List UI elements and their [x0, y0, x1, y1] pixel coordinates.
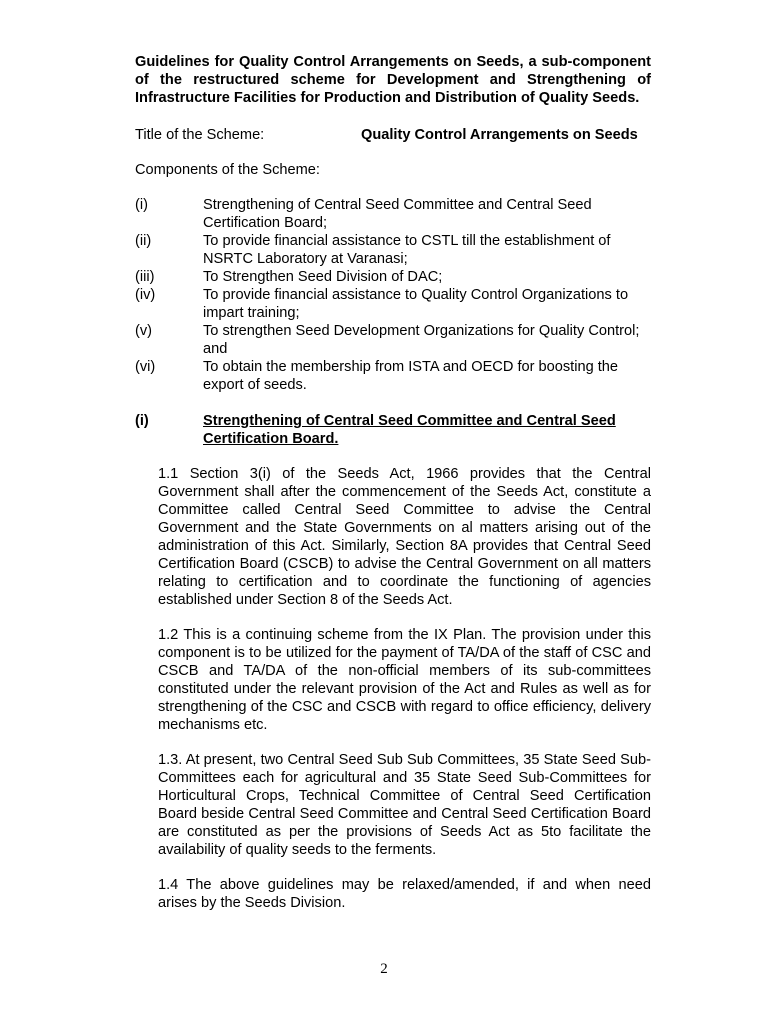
- paragraph: 1.2 This is a continuing scheme from the IX Plan. The provision under this component is to be utilized for the payment of TA/DA of the staff of CSC and CSCB and TA/DA of the non-official members of its sub-committees constituted under the relevant provision of the Act and Rules as well as for strengthening of the CSC and CSCB with regard to office efficiency, delivery mechanisms etc.: [158, 627, 651, 733]
- list-item-number: (iv): [135, 287, 156, 303]
- list-item: [135, 268, 651, 286]
- list-item-text: To Strengthen Seed Division of DAC;: [203, 269, 443, 285]
- scheme-title-label: Title of the Scheme:: [135, 127, 265, 143]
- list-item-text: To provide financial assistance to Quality Control Organizations to impart training;: [203, 287, 629, 321]
- scheme-title-row: [135, 126, 651, 144]
- paragraph: 1.3. At present, two Central Seed Sub Sub Committees, 35 State Seed Sub-Committees each for agricultural and 35 State Seed Sub-Committees for Horticultural Crops, Technical Committee of Central Seed Certification Board beside Central Seed Committee and Central Seed Certification Board are constituted as per the provisions of Seeds Act as 5to facilitate the availability of quality seeds to the ferments.: [158, 752, 651, 858]
- list-item-number: (vi): [135, 359, 156, 375]
- list-item: [135, 196, 651, 232]
- list-item: [135, 358, 651, 394]
- components-list: [135, 196, 651, 394]
- document-heading: Guidelines for Quality Control Arrangements on Seeds, a sub-component of the restructured scheme for Development and Strengthening of Infrastructure Facilities for Production and Distribution of Quality Seeds.: [135, 54, 651, 106]
- section-heading: [135, 412, 651, 448]
- list-item: [135, 322, 651, 358]
- list-item-number: (ii): [135, 233, 152, 249]
- list-item: [135, 232, 651, 268]
- list-item: [135, 286, 651, 322]
- list-item-number: (iii): [135, 269, 155, 285]
- components-label: Components of the Scheme:: [135, 162, 320, 178]
- list-item-number: (v): [135, 323, 153, 339]
- paragraph: 1.1 Section 3(i) of the Seeds Act, 1966 provides that the Central Government shall after the commencement of the Seeds Act, constitute a Committee called Central Seed Committee to advise the Central Government and the State Governments on al matters arising out of the administration of this Act. Similarly, Section 8A provides that Central Seed Certification Board (CSCB) to advise the Central Government on all matters relating to certification and to coordinate the functioning of agencies established under Section 8 of the Seeds Act.: [158, 466, 651, 608]
- document-page: [135, 53, 651, 912]
- list-item-text: To obtain the membership from ISTA and OECD for boosting the export of seeds.: [203, 359, 619, 393]
- scheme-title-value: Quality Control Arrangements on Seeds: [361, 127, 638, 143]
- section-title: Strengthening of Central Seed Committee and Central Seed Certification Board.: [203, 413, 616, 447]
- section-number: (i): [135, 413, 149, 429]
- paragraph: 1.4 The above guidelines may be relaxed/amended, if and when need arises by the Seeds Division.: [158, 877, 651, 911]
- list-item-text: To provide financial assistance to CSTL till the establishment of NSRTC Laboratory at Varanasi;: [203, 233, 611, 267]
- list-item-text: Strengthening of Central Seed Committee and Central Seed Certification Board;: [203, 197, 592, 231]
- list-item-text: To strengthen Seed Development Organizations for Quality Control; and: [203, 323, 640, 357]
- section-body: [158, 465, 651, 912]
- list-item-number: (i): [135, 197, 148, 213]
- page-number: 2: [380, 961, 388, 977]
